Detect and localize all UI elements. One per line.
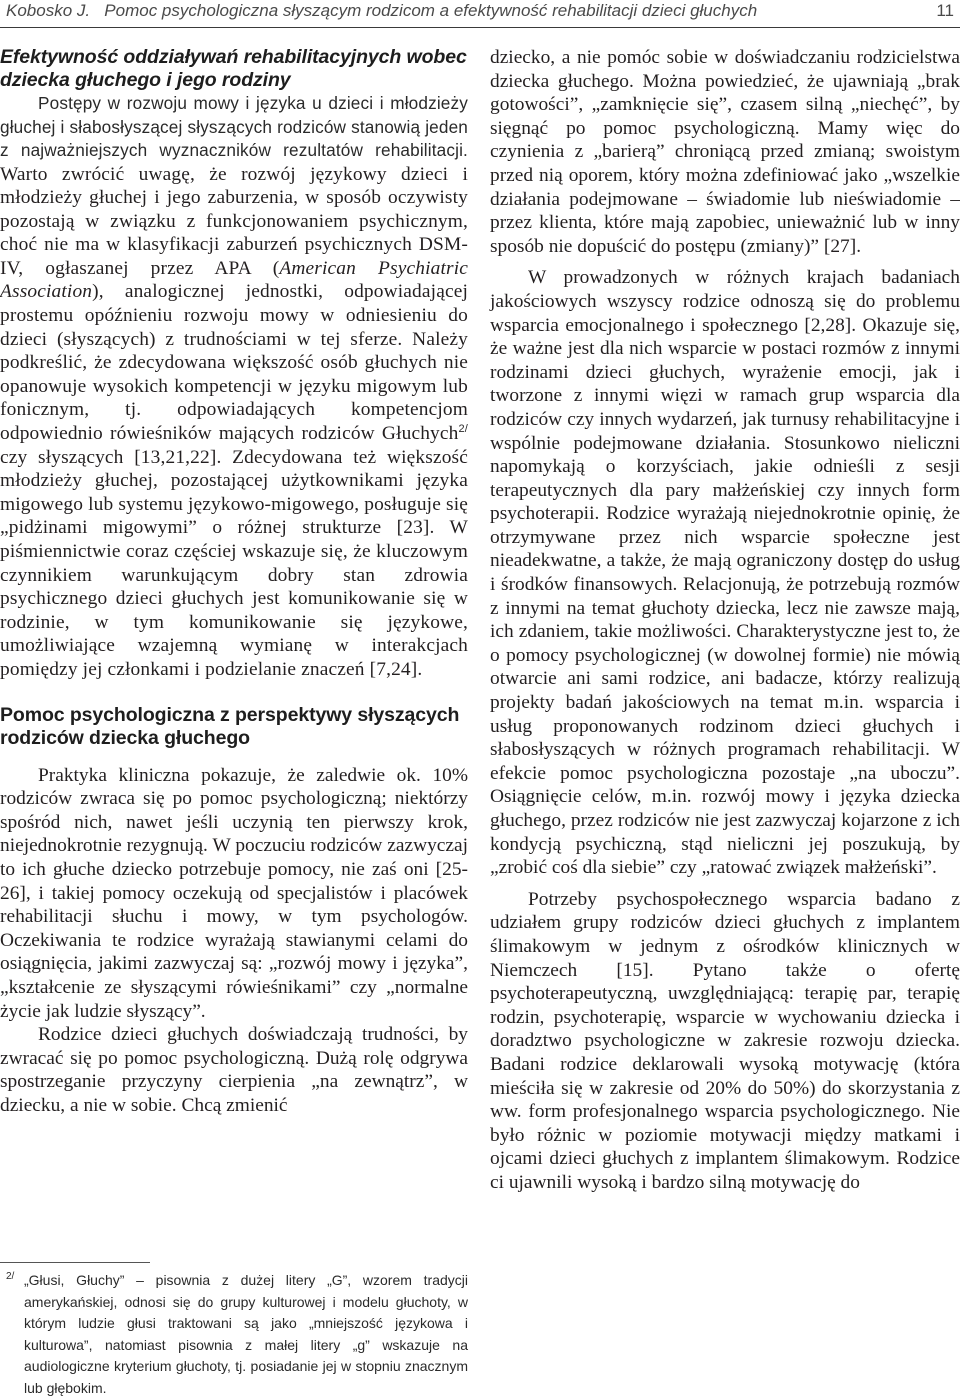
paragraph-intro-serif-c: czy słyszących [13,21,22]. Zdecydowana też większość młodzieży głuchej, pozostającej użytkownikami języka migowego lub systemu językowo-migowego, posługuje się „pidżinami migowymi” o różnej strukturze [23]. W piśmiennictwie coraz częściej wskazuje się, że kluczowym czynnikiem warunkującym dobry stan zdrowia psychicznego dzieci głuchych jest komunikowanie się w rodzinie, w tym komunikowanie się językowe, umożliwiające wzajemną wymianę w interakcjach pomiędzy jej członkami i podzielanie znaczeń [7,24]. <box>0 446 468 680</box>
footnote-text: „Głusi, Głuchy” – pisownia z dużej litery „G”, wzorem tradycji amerykańskiej, odnosi się do grupy kulturowej i modelu głuchoty, w którym ludzie głusi traktowani są jako „mniejszość językowa i kulturowa”, natomiast pisownia z małej litery „g” wskazuje na audiologiczne kryterium głuchoty, tj. posiadanie jej w stopniu znacznym lub głębokim. <box>24 1272 468 1396</box>
paragraph-intro-serif-a: Warto zwrócić uwagę, że rozwój językowy dzieci i młodzieży głuchej i jego zaburzenia, w sposób oczywisty pozostają w związku z funkcjonowaniem psychicznym, choć nie ma w klasyfikacji zaburzeń psychicznych DSM-IV, ogłaszanej przez APA ( <box>0 163 468 279</box>
footnote-mark: 2/ <box>6 1271 15 1282</box>
section-heading-effectiveness: Efektywność oddziaływań rehabilitacyjnych wobec dziecka głuchego i jego rodziny <box>0 46 467 91</box>
section-heading-psych-help: Pomoc psychologiczna z perspektywy słyszących rodziców dziecka głuchego <box>0 703 460 749</box>
paragraph-intro-sans <box>0 92 468 682</box>
right-column <box>490 46 960 1195</box>
paragraph-clinical-practice: Praktyka kliniczna pokazuje, że zaledwie ok. 10% rodziców zwraca się po pomoc psychologiczną; niektórzy spośród nich, nawet jeśli uczynią ten pierwszy krok, niejednokrotnie rezygnują. W poczuciu rodziców zazwyczaj to ich głuche dziecko potrzebuje pomocy, nie zaś oni [25-26], i takiej pomocy oczekują od specjalistów i placówek rehabilitacji słuchu i mowy, w tym psychologów. Oczekiwania te rodzice wyrażają stawianymi celami do osiągnięcia, jakimi zazwyczaj są: „rozwój mowy i języka”, „kształcenie ze słyszącymi rówieśnikami” czy „normalne życie jak ludzie słyszący”. <box>0 764 468 1022</box>
running-head-title: Pomoc psychologiczna słyszącym rodzicom a efektywność rehabilitacji dzieci głuchych <box>104 1 758 20</box>
paragraph-resistance: dziecko, a nie pomóc sobie w doświadczaniu rodzicielstwa dziecka głuchego. Można powiedzieć, że ujawniają „brak gotowości”, „zamknięcie się”, czasem silną „niechęć”, by sięgnąć po pomoc psychologiczną. Mamy więc do czynienia z „barierą” chroniącą przed zmianą; swoistym przed nią oporem, który można zdefiniować jako „wszelkie działania podejmowane – świadomie lub nieświadomie – przez klienta, które mają zapobiec, unieważnić lub w inny sposób nie dopuścić do postępu (zmiany)” [27]. <box>490 47 960 257</box>
footnote-rule <box>0 1262 150 1263</box>
paragraph-intro-serif-italic: American Psychiatric Association <box>0 257 468 303</box>
header-rule <box>0 27 960 28</box>
paragraph-parents-difficulties: Rodzice dzieci głuchych doświadczają trudności, by zwracać się po pomoc psychologiczną. Dużą rolę odgrywa spostrzeganie przyczyny cierpienia „na zewnątrz”, w dziecku, a nie w sobie. Chcą zmienić <box>0 1024 468 1116</box>
running-head-authors: Kobosko J. <box>6 1 91 20</box>
paragraph-psychosocial-needs: Potrzeby psychospołecznego wsparcia badano z udziałem grupy rodziców dzieci głuchych z implantem ślimakowym w jednym z ośrodków klinicznych w Niemczech [15]. Pytano także o ofertę psychoterapeutyczną, uwzględniającą: terapię par, terapię rodzin, psychoterapię, wsparcie w wychowaniu dziecka i doradztwo psychologiczne w zakresie rozwoju dziecka. Badani rodzice deklarowali wysoką motywację (która mieściła się w zakresie od 20% do 50%) do skorzystania z ww. form profesjonalnego wsparcia psychologicznego. Nie było różnic w poziomie motywacji między matkami i ojcami dzieci głuchych z implantem ślimakowym. Rodzice ci ujawnili wysoką i bardzo silną motywację do <box>490 888 960 1193</box>
running-head <box>6 0 954 22</box>
paragraph-intro-sans-text: Postępy w rozwoju mowy i języka u dzieci i młodzieży głuchej i słabosłyszącej słyszących rodziców stanowią jeden z najważniejszych wyznaczników rezultatów rehabilitacji. <box>0 93 468 160</box>
footnote-reference: 2/ <box>458 423 468 436</box>
footnote <box>0 1270 468 1400</box>
paragraph-intro-serif-b: ), analogicznej jednostki, odpowiadającej prostemu opóźnieniu rozwoju mowy w odniesieniu do dzieci (słyszących) z trudnościami w tej sferze. Należy podkreślić, że zdecydowana większość osób głuchych nie opanowuje wysokich kompetencji w języku migowym lub fonicznym, tj. odpowiadających kompetencjom odpowiednio rówieśników mających rodziców Głuchych <box>0 281 468 445</box>
left-column <box>0 46 468 1117</box>
page-number: 11 <box>936 1 954 20</box>
paragraph-qualitative-studies: W prowadzonych w różnych krajach badaniach jakościowych wszyscy rodzice odnoszą się do problemu wsparcia emocjonalnego i społecznego [2,28]. Okazuje się, że ważne jest dla nich wsparcie w postaci rozmów z innymi rodzinami dzieci głuchych, wyrażenie emocji, jak i tworzone z innymi więzi w ramach grup wsparcia dla rodziców czy innych wydarzeń, jak turnusy rehabilitacyjne i wspólnie podejmowane działania. Stosunkowo nieliczni napomykają o korzyściach, jakie odnieśli z sesji terapeutycznych dla pary małżeńskiej czy innych form psychoterapii. Rodzice wyrażają niejednokrotnie opinię, że otrzymywane przez nich wsparcie społeczne jest nieadekwatne, a także, że mają ograniczony dostęp do usług i środków finansowych. Relacjonują, że potrzebują rozmów z innymi na temat głuchoty dziecka, lecz nie zawsze mają, ich zdaniem, takie możliwości. Charakterystyczne jest to, że o pomocy psychologicznej (w dowolnej formie) nie mówią otwarcie ani sami rodzice, ani badacze, którzy realizują projekty badań jakościowych na temat m.in. wsparcia i usług proponowanych rodzinom dzieci głuchych i słabosłyszących w różnych programach rehabilitacji. W efekcie pomoc psychologiczna pozostaje „na uboczu”. Osiągnięcie celów, m.in. rozwój mowy i języka dziecka głuchego, przez rodziców nie jest zazwyczaj kojarzone z ich kondycją psychiczną, stąd nieliczni jej poszukują, by „zrobić coś dla siebie” czy „ratować związek małżeński”. <box>490 267 960 879</box>
